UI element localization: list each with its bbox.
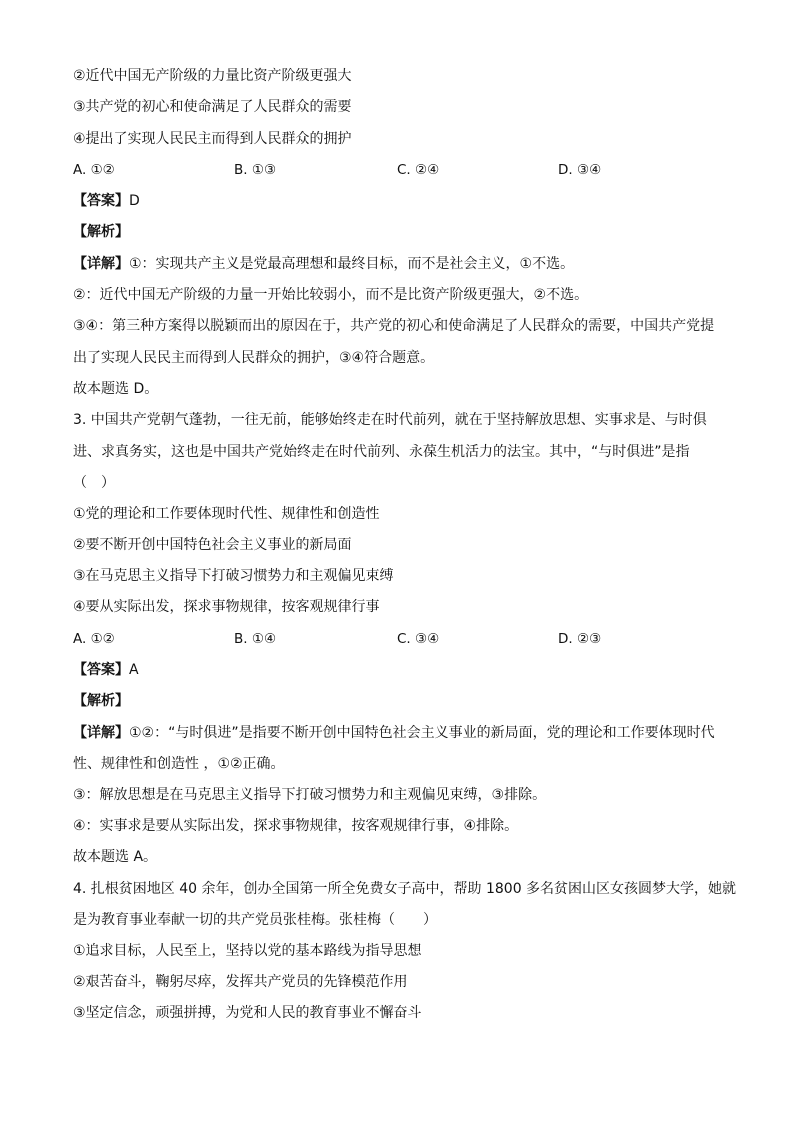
choice-item: ④提出了实现人民民主而得到人民群众的拥护 <box>73 131 352 147</box>
option-a: A. ①② <box>73 162 115 178</box>
question-stem: 4. 扎根贫困地区 40 余年，创办全国第一所全免费女子高中，帮助 1800 多名贫困山区女孩圆梦大学，她就 <box>73 881 737 897</box>
choice-item: ③共产党的初心和使命满足了人民群众的需要 <box>73 99 352 115</box>
answer-line <box>73 661 139 679</box>
choice-item: ②要不断开创中国特色社会主义事业的新局面 <box>73 537 352 553</box>
detail-tag: 【详解】 <box>73 725 129 741</box>
answer-tag: 【答案】 <box>73 662 129 678</box>
detail-line: ③④：第三种方案得以脱颖而出的原因在于，共产党的初心和使命满足了人民群众的需要，中国共产党提 <box>73 318 715 334</box>
answer-tag: 【答案】 <box>73 193 129 209</box>
option-d: D. ②③ <box>558 631 602 647</box>
choice-item: ①党的理论和工作要体现时代性、规律性和创造性 <box>73 506 380 522</box>
detail-text: ①：实现共产主义是党最高理想和最终目标，而不是社会主义，①不选。 <box>129 256 575 272</box>
choice-item: ②近代中国无产阶级的力量比资产阶级更强大 <box>73 68 352 84</box>
question-stem: 进、求真务实，这也是中国共产党始终走在时代前列、永葆生机活力的法宝。其中，“与时俱进”是指 <box>73 444 690 460</box>
choice-item: ③坚定信念，顽强拼搏，为党和人民的教育事业不懈奋斗 <box>73 1005 422 1021</box>
answer-value: A <box>129 662 139 678</box>
conclusion-line: 故本题选 D。 <box>73 381 159 397</box>
option-b: B. ①③ <box>234 162 277 178</box>
question-stem: 3. 中国共产党朝气蓬勃，一往无前，能够始终走在时代前列，就在于坚持解放思想、实事求是、与时俱 <box>73 412 707 428</box>
detail-tag: 【详解】 <box>73 256 129 272</box>
answer-line <box>73 192 140 210</box>
option-c: C. ②④ <box>397 162 440 178</box>
question-stem: 是为教育事业奉献一切的共产党员张桂梅。张桂梅（ ） <box>73 912 437 928</box>
question-stem: （ ） <box>73 475 115 491</box>
detail-line: ④：实事求是要从实际出发，探求事物规律，按客观规律行事，④排除。 <box>73 818 519 834</box>
option-b: B. ①④ <box>234 631 277 647</box>
choice-item: ②艰苦奋斗，鞠躬尽瘁，发挥共产党员的先锋模范作用 <box>73 974 408 990</box>
answer-value: D <box>129 193 140 209</box>
choice-item: ④要从实际出发，探求事物规律，按客观规律行事 <box>73 599 380 615</box>
detail-line <box>73 255 574 273</box>
detail-line <box>73 724 715 742</box>
detail-line: 性、规律性和创造性 ，①②正确。 <box>73 756 285 772</box>
choice-item: ③在马克思主义指导下打破习惯势力和主观偏见束缚 <box>73 568 394 584</box>
option-d: D. ③④ <box>558 162 602 178</box>
detail-line: 出了实现人民民主而得到人民群众的拥护，③④符合题意。 <box>73 350 435 366</box>
detail-text: ①②：“与时俱进”是指要不断开创中国特色社会主义事业的新局面，党的理论和工作要体现时代 <box>129 725 715 741</box>
option-c: C. ③④ <box>397 631 440 647</box>
conclusion-line: 故本题选 A。 <box>73 849 158 865</box>
analysis-tag: 【解析】 <box>73 224 129 240</box>
option-a: A. ①② <box>73 631 115 647</box>
analysis-tag: 【解析】 <box>73 693 129 709</box>
detail-line: ②：近代中国无产阶级的力量一开始比较弱小，而不是比资产阶级更强大，②不选。 <box>73 287 589 303</box>
detail-line: ③：解放思想是在马克思主义指导下打破习惯势力和主观偏见束缚，③排除。 <box>73 787 547 803</box>
choice-item: ①追求目标，人民至上，坚持以党的基本路线为指导思想 <box>73 943 422 959</box>
